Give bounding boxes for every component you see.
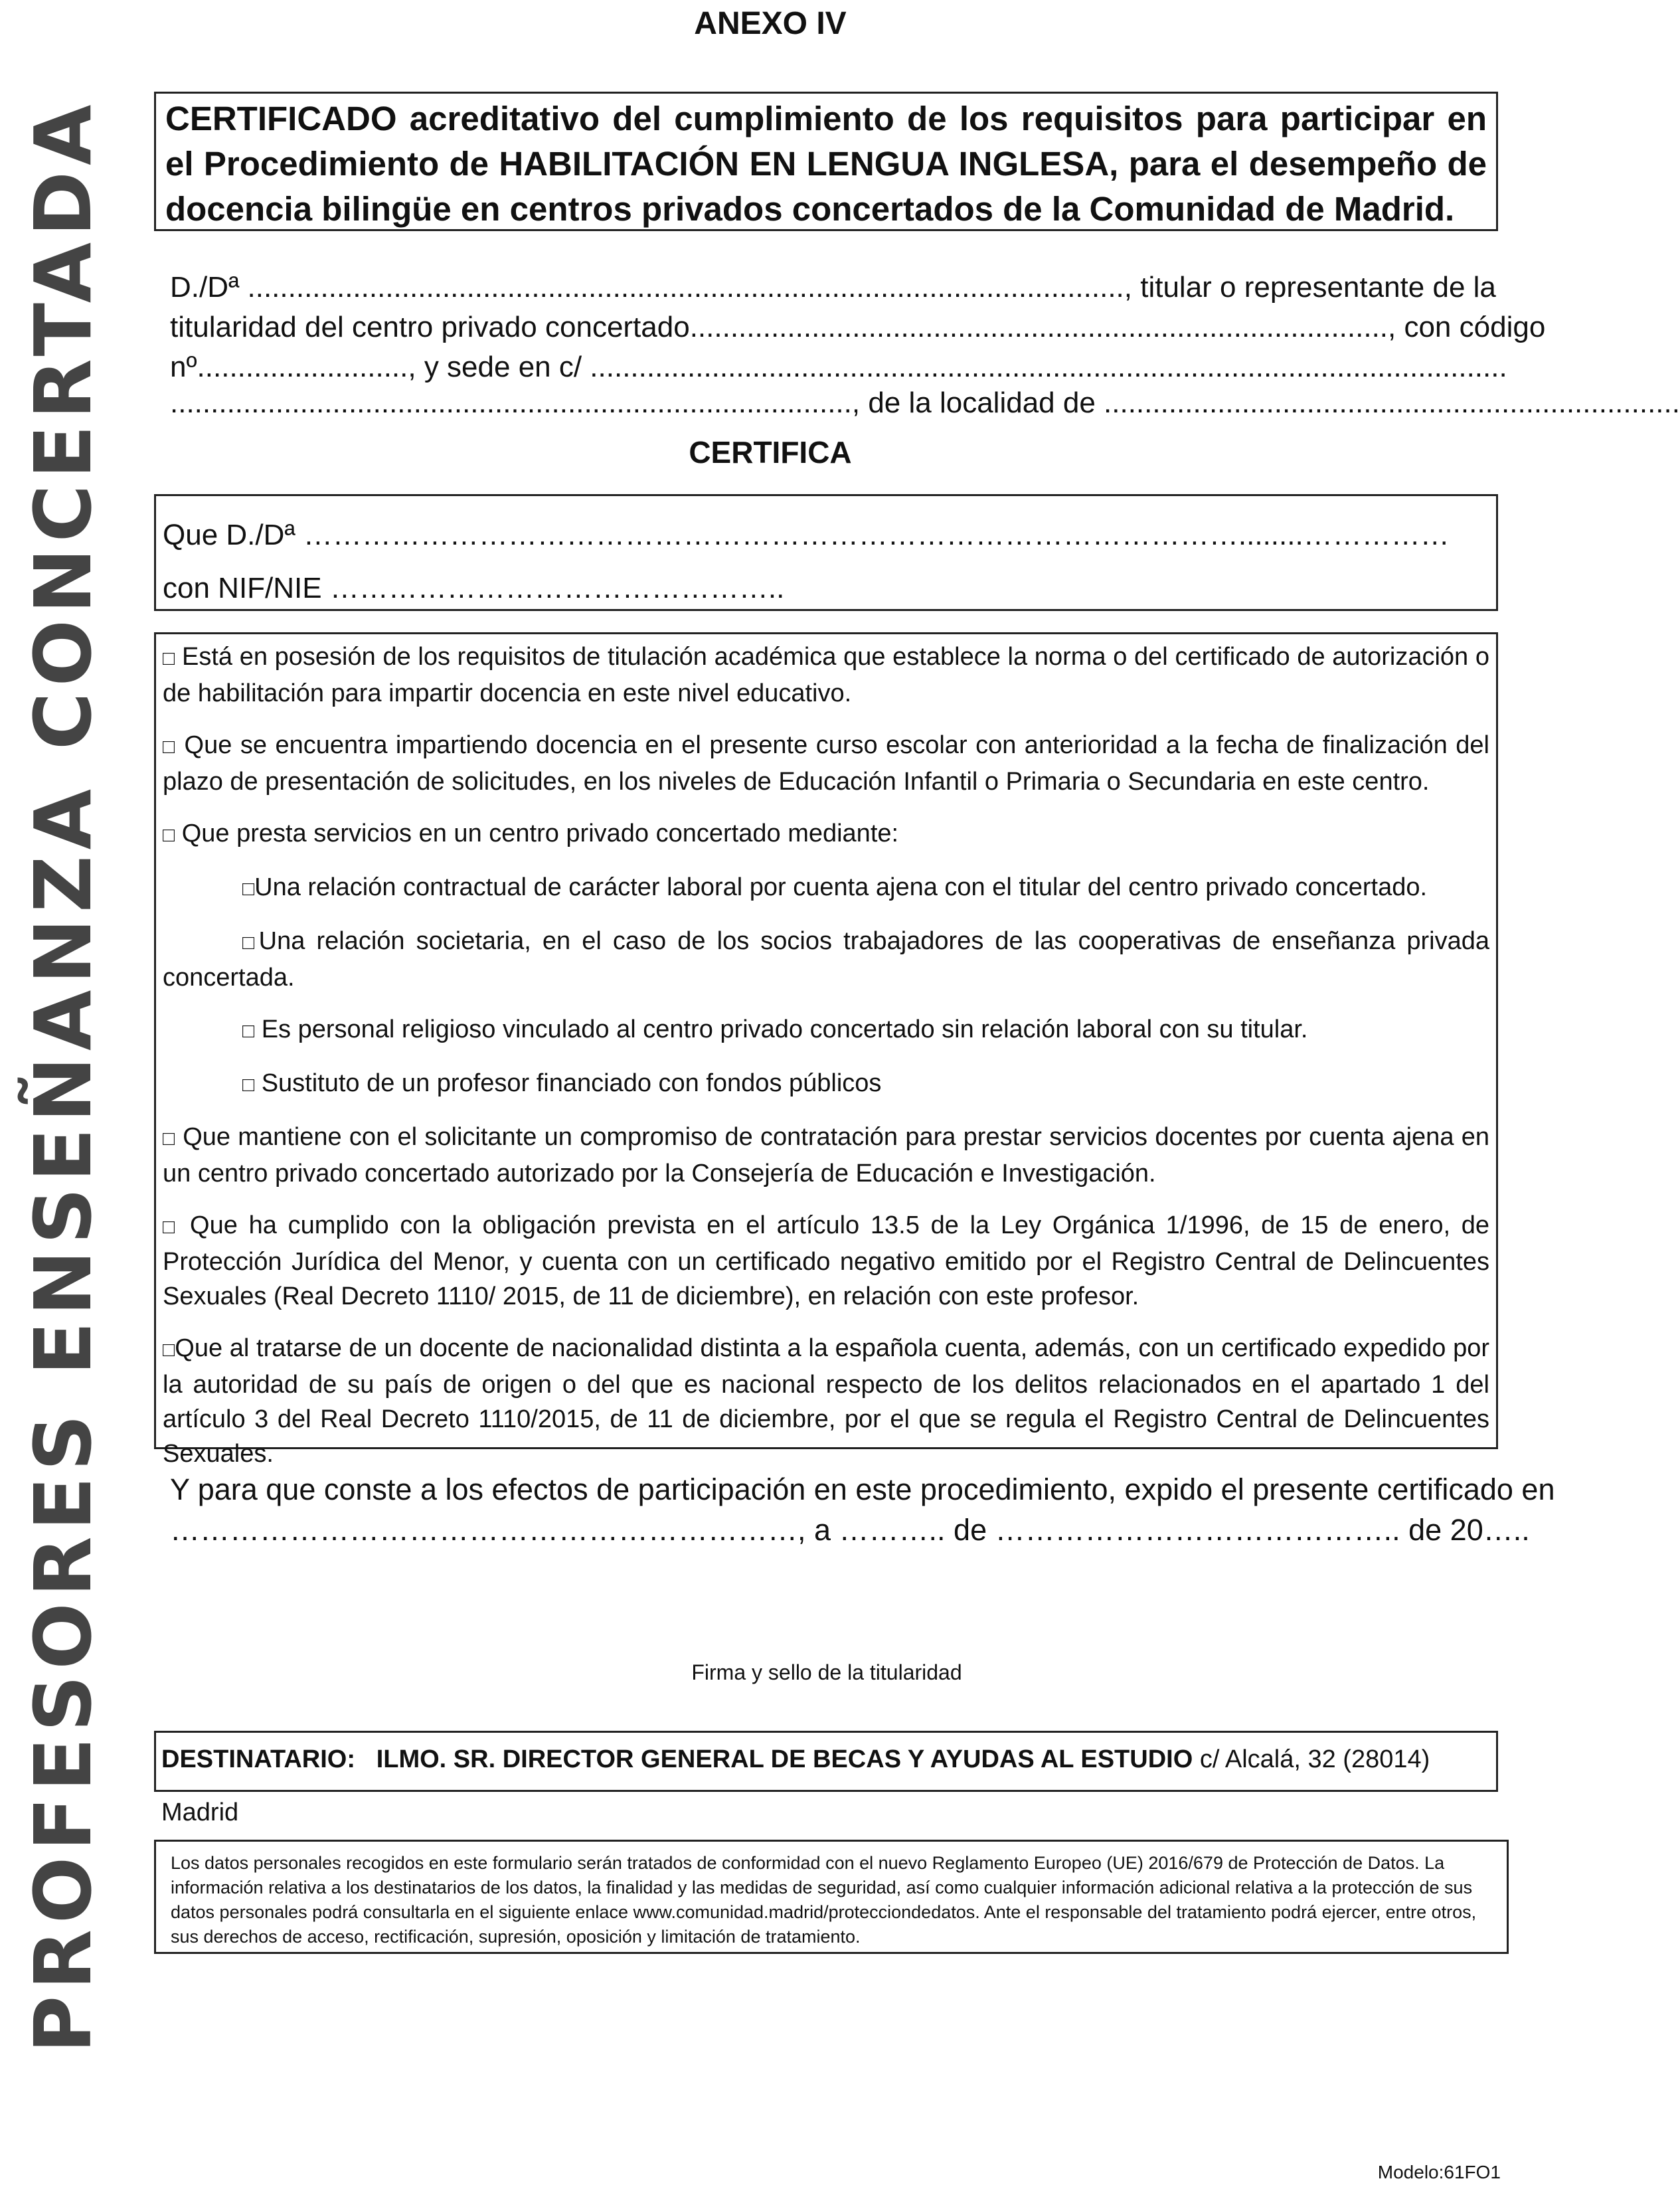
intro-line-4: ...................................................................................., de la localidad de ....................................................................... (170, 387, 1680, 419)
requirement-subitem[interactable]: □Una relación societaria, en el caso de los socios trabajadores de las cooperativas de enseñanza privada concertada. (163, 927, 1489, 992)
requirement-item[interactable]: □ Está en posesión de los requisitos de titulación académica que establece la norma o del certificado de autorización o de habilitación para impartir docencia en este nivel educativo. (163, 643, 1490, 707)
checkbox-icon[interactable]: □ (242, 932, 259, 954)
checkbox-icon[interactable]: □ (163, 824, 175, 846)
checkbox-icon[interactable]: □ (163, 648, 175, 669)
requirement-subitem[interactable]: □ Es personal religioso vinculado al centro privado concertado sin relación laboral con su titular. (242, 1015, 1308, 1043)
person-box (154, 494, 1498, 611)
destinatario-box (154, 1731, 1498, 1826)
requirement-item[interactable]: □ Que mantiene con el solicitante un compromiso de contratación para prestar servicios docentes por cuenta ajena en un centro privado concertado autorizado por la Consejería de Educación e Investigación. (163, 1123, 1490, 1187)
requirement-item[interactable]: □ Que presta servicios en un centro privado concertado mediante: (163, 820, 899, 847)
person-nif-line: con NIF/NIE ……………………………………….. (163, 572, 785, 604)
checkbox-icon[interactable]: □ (163, 1128, 175, 1150)
certifica-heading: CERTIFICA (689, 435, 852, 470)
destinatario-address: c/ Alcalá, 32 (28014) Madrid (161, 1745, 1430, 1826)
requirement-subitem[interactable]: □Una relación contractual de carácter laboral por cuenta ajena con el titular del centro privado concertado. (242, 873, 1428, 901)
signature-label: Firma y sello de la titularidad (691, 1660, 962, 1684)
requirement-item[interactable]: □Que al tratarse de un docente de nacionalidad distinta a la española cuenta, además, con un certificado expedido por la autoridad de su país de origen o del que es nacional respecto de los delitos relacionados en el apartado 1 del artículo 3 del Real Decreto 1110/2015, de 11 de diciembre, por el que se regula el Registro Central de Delincuentes Sexuales. (163, 1334, 1489, 1468)
requirement-item[interactable]: □ Que ha cumplido con la obligación prevista en el artículo 13.5 de la Ley Orgánica 1/1996, de 15 de enero, de Protección Jurídica del Menor, y cuenta con un certificado negativo emitido por el Registro Central de Delincuentes Sexuales (Real Decreto 1110/ 2015, de 11 de diciembre), en relación con este profesor. (163, 1211, 1490, 1310)
model-code: Modelo:61FO1 (1377, 2162, 1501, 2182)
closing-line-1: Y para que conste a los efectos de participación en este procedimiento, expido el presente certificado en (170, 1472, 1555, 1506)
closing-line-2: ………………………………………………………, a ……….. de ………………………………….. de 20….. (170, 1513, 1530, 1547)
header-highlight: HABILITACIÓN EN LENGUA INGLESA (499, 145, 1110, 183)
destinatario-label: DESTINATARIO: (161, 1745, 356, 1773)
requirement-subitem[interactable]: □ Sustituto de un profesor financiado con fondos públicos (242, 1069, 882, 1097)
requirement-item[interactable]: □ Que se encuentra impartiendo docencia en el presente curso escolar con anterioridad a la fecha de finalización del plazo de presentación de solicitudes, en los niveles de Educación Infantil o Primaria o Secundaria en este centro. (163, 731, 1489, 796)
intro-line-1: D./Dª ............................................................................................................, titular o representante de la (170, 271, 1496, 304)
intro-line-3: nº.........................., y sede en c/ ................................................................................................................. (170, 351, 1507, 383)
checkbox-icon[interactable]: □ (163, 1216, 179, 1238)
checkbox-icon[interactable]: □ (242, 1020, 255, 1042)
requirements-box (154, 632, 1498, 1468)
page-title: ANEXO IV (694, 6, 847, 41)
header-box (154, 92, 1498, 231)
checkbox-icon[interactable]: □ (242, 878, 255, 900)
checkbox-icon[interactable]: □ (163, 1339, 175, 1361)
person-name-line: Que D./Dª ……………………………………………………………………………………........…………… (163, 519, 1450, 551)
privacy-notice: Los datos personales recogidos en este formulario serán tratados de conformidad con el nuevo Reglamento Europeo (UE) 2016/679 de Protección de Datos. La información relativa a los destinatarios de los datos, la finalidad y las medidas de seguridad, así como cualquier información adicional relativa a la protección de sus datos personales podrá consultarla en el siguiente enlace www.comunidad.madrid/protecciondedatos. Ante el responsable del tratamiento podrá ejercer, entre otros, sus derechos de acceso, rectificación, supresión, oposición y limitación de tratamiento. (171, 1853, 1477, 1947)
checkbox-icon[interactable]: □ (242, 1074, 255, 1096)
privacy-notice-box (154, 1840, 1509, 1954)
checkbox-icon[interactable]: □ (163, 736, 177, 758)
intro-line-2: titularidad del centro privado concertado......................................................................................, con código (170, 311, 1546, 343)
side-banner: PROFESORES ENSEÑANZA CONCERTADA (17, 98, 109, 2054)
header-text: CERTIFICADO acreditativo del cumplimiento de los requisitos para participar en el Procedimiento de HABILITACIÓN EN LENGUA INGLESA, para el desempeño de docencia bilingüe en centros privados concertados de la Comunidad de Madrid. (165, 100, 1487, 228)
destinatario-recipient: ILMO. SR. DIRECTOR GENERAL DE BECAS Y AYUDAS AL ESTUDIO (376, 1745, 1193, 1773)
